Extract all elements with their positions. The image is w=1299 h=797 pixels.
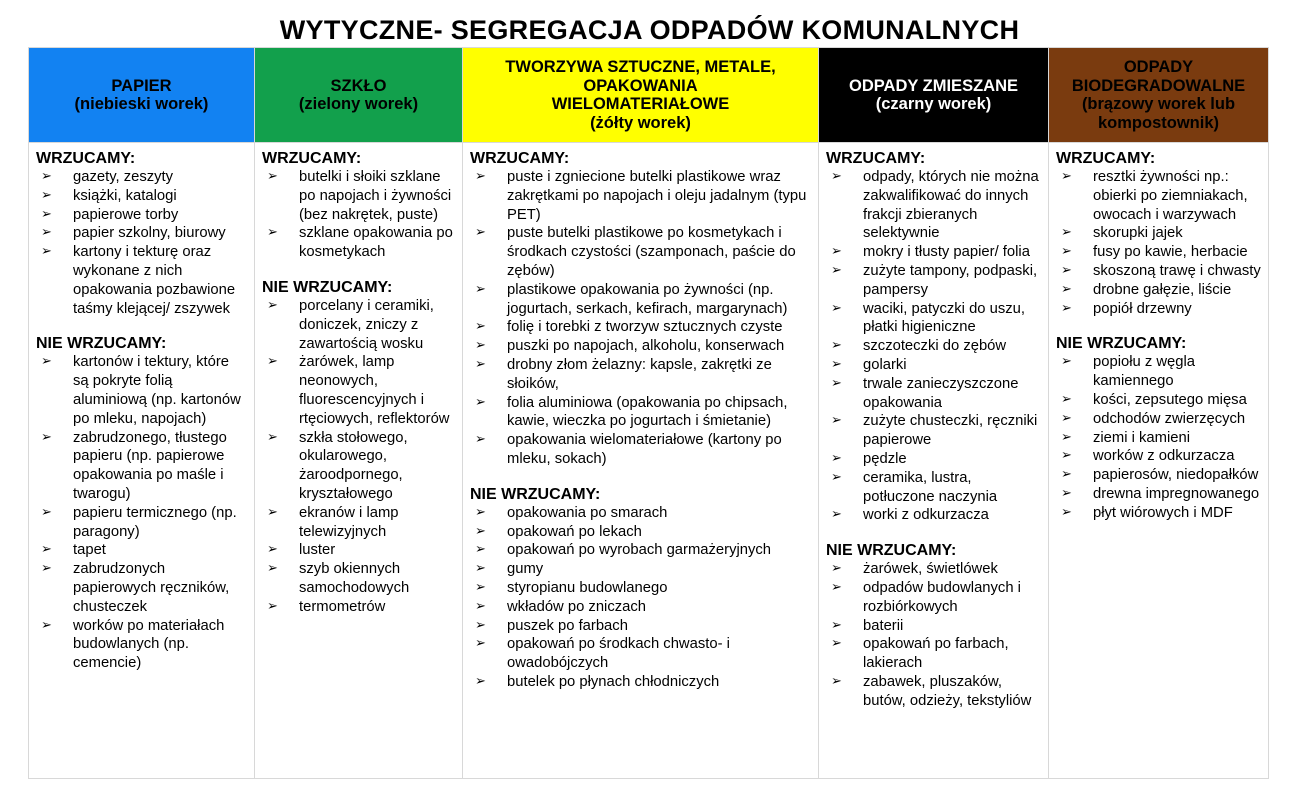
list-item: ➢ odpady, których nie można zakwalifikować do innych frakcji zbieranych selektywnie (826, 168, 1042, 243)
list-item: ➢ papieru termicznego (np. paragony) (36, 504, 248, 542)
column-header-line: WIELOMATERIAŁOWE (551, 95, 730, 113)
column-body-plastics-metals (463, 143, 819, 779)
list-item: ➢ ziemi i kamieni (1056, 429, 1262, 448)
column-header-line: (niebieski worek) (74, 95, 209, 113)
column-header-line: (brązowy worek lub (1081, 95, 1236, 113)
list-item: ➢ porcelany i ceramiki, doniczek, zniczy z zawartością wosku (262, 297, 456, 353)
list-item: ➢ golarki (826, 356, 1042, 375)
list-item: ➢ kartonów i tektury, które są pokryte folią aluminiową (np. kartonów po mleku, napojach) (36, 353, 248, 428)
list-item: ➢ szkła stołowego, okularowego, żaroodpornego, kryształowego (262, 429, 456, 504)
list-item: ➢ resztki żywności np.: obierki po ziemniakach, owocach i warzywach (1056, 168, 1262, 224)
list-item: ➢ opakowań po wyrobach garmażeryjnych (470, 541, 812, 560)
rejected-heading: NIE WRZUCAMY: (262, 278, 393, 296)
rejected-list (1056, 353, 1262, 522)
list-item: ➢ zużyte chusteczki, ręczniki papierowe (826, 412, 1042, 450)
list-item: ➢ opakowania wielomateriałowe (kartony po mleku, sokach) (470, 431, 812, 469)
list-item: ➢ trwale zanieczyszczone opakowania (826, 375, 1042, 413)
accepted-list (826, 168, 1042, 525)
column-header-plastics-metals (463, 48, 819, 143)
list-item: ➢ butelek po płynach chłodniczych (470, 673, 812, 692)
list-item: ➢ gumy (470, 560, 812, 579)
list-item: ➢ zużyte tampony, podpaski, pampersy (826, 262, 1042, 300)
list-item: ➢ zabrudzonych papierowych ręczników, chusteczek (36, 560, 248, 616)
list-item: ➢ szczoteczki do zębów (826, 337, 1042, 356)
list-item: ➢ odpadów budowlanych i rozbiórkowych (826, 579, 1042, 617)
accepted-heading: WRZUCAMY: (826, 150, 926, 167)
list-item: ➢ drewna impregnowanego (1056, 485, 1262, 504)
column-header-line: (zielony worek) (298, 95, 419, 113)
rejected-heading: NIE WRZUCAMY: (470, 485, 601, 503)
list-item: ➢ opakowań po środkach chwasto- i owadobójczych (470, 635, 812, 673)
list-item: ➢ plastikowe opakowania po żywności (np. jogurtach, serkach, kefirach, margarynach) (470, 281, 812, 319)
accepted-heading: WRZUCAMY: (262, 150, 362, 167)
column-body-mixed (819, 143, 1049, 779)
list-item: ➢ opakowania po smarach (470, 504, 812, 523)
list-item: ➢ ekranów i lamp telewizyjnych (262, 504, 456, 542)
list-item: ➢ szklane opakowania po kosmetykach (262, 224, 456, 262)
accepted-heading: WRZUCAMY: (1056, 150, 1156, 167)
list-item: ➢ fusy po kawie, herbacie (1056, 243, 1262, 262)
column-header-line: TWORZYWA SZTUCZNE, METALE, (505, 58, 776, 76)
list-item: ➢ folia aluminiowa (opakowania po chipsach, kawie, wieczka po jogurtach i śmietanie) (470, 394, 812, 432)
list-item: ➢ gazety, zeszyty (36, 168, 248, 187)
page-title: WYTYCZNE- SEGREGACJA ODPADÓW KOMUNALNYCH (279, 15, 1020, 45)
column-body-biodegradable (1049, 143, 1269, 779)
column-body-paper (29, 143, 255, 779)
list-item: ➢ mokry i tłusty papier/ folia (826, 243, 1042, 262)
list-item: ➢ puste butelki plastikowe po kosmetykach i środkach czystości (szamponach, paście do zębów) (470, 224, 812, 280)
list-item: ➢ zabrudzonego, tłustego papieru (np. papierowe opakowania po maśle i twarogu) (36, 429, 248, 504)
column-header-line: SZKŁO (330, 76, 387, 95)
list-item: ➢ papierowe torby (36, 206, 248, 225)
column-header-mixed (819, 48, 1049, 143)
list-item: ➢ drobny złom żelazny: kapsle, zakrętki ze słoików, (470, 356, 812, 394)
list-item: ➢ skoszoną trawę i chwasty (1056, 262, 1262, 281)
list-item: ➢ styropianu budowlanego (470, 579, 812, 598)
list-item: ➢ zabawek, pluszaków, butów, odzieży, tekstyliów (826, 673, 1042, 711)
list-item: ➢ kartony i tekturę oraz wykonane z nich opakowania pozbawione taśmy klejącej/ zszywek (36, 243, 248, 318)
list-item: ➢ folię i torebki z tworzyw sztucznych czyste (470, 318, 812, 337)
list-item: ➢ szyb okiennych samochodowych (262, 560, 456, 598)
rejected-list (262, 297, 456, 617)
list-item: ➢ pędzle (826, 450, 1042, 469)
rejected-heading: NIE WRZUCAMY: (36, 335, 167, 353)
waste-segregation-table (28, 47, 1269, 779)
list-item: ➢ waciki, patyczki do uszu, płatki higieniczne (826, 300, 1042, 338)
list-item: ➢ wkładów po zniczach (470, 598, 812, 617)
column-header-glass (255, 48, 463, 143)
list-item: ➢ papierosów, niedopałków (1056, 466, 1262, 485)
list-item: ➢ worków po materiałach budowlanych (np. cemencie) (36, 617, 248, 673)
column-header-line: (żółty worek) (590, 113, 691, 132)
column-header-line: OPAKOWANIA (583, 76, 698, 95)
accepted-list (262, 168, 456, 262)
list-item: ➢ książki, katalogi (36, 187, 248, 206)
column-body-glass (255, 143, 463, 779)
list-item: ➢ płyt wiórowych i MDF (1056, 504, 1262, 523)
list-item: ➢ opakowań po lekach (470, 523, 812, 542)
column-header-line: ODPADY ZMIESZANE (849, 76, 1018, 95)
list-item: ➢ worków z odkurzacza (1056, 447, 1262, 466)
accepted-list (36, 168, 248, 318)
list-item: ➢ worki z odkurzacza (826, 506, 1042, 525)
list-item: ➢ baterii (826, 617, 1042, 636)
list-item: ➢ puste i zgniecione butelki plastikowe wraz zakrętkami po napojach i oleju jadalnym (typu PET) (470, 168, 812, 224)
list-item: ➢ żarówek, świetlówek (826, 560, 1042, 579)
rejected-list (470, 504, 812, 692)
column-header-line: ODPADY (1123, 58, 1194, 76)
list-item: ➢ termometrów (262, 598, 456, 617)
column-header-biodegradable (1049, 48, 1269, 143)
column-header-line: (czarny worek) (875, 95, 992, 113)
list-item: ➢ odchodów zwierzęcych (1056, 410, 1262, 429)
accepted-list (1056, 168, 1262, 318)
list-item: ➢ opakowań po farbach, lakierach (826, 635, 1042, 673)
list-item: ➢ żarówek, lamp neonowych, fluorescencyjnych i rtęciowych, reflektorów (262, 353, 456, 428)
column-header-line: kompostownik) (1097, 113, 1219, 132)
list-item: ➢ popiół drzewny (1056, 300, 1262, 319)
list-item: ➢ puszek po farbach (470, 617, 812, 636)
accepted-heading: WRZUCAMY: (36, 150, 136, 167)
list-item: ➢ puszki po napojach, alkoholu, konserwach (470, 337, 812, 356)
list-item: ➢ kości, zepsutego mięsa (1056, 391, 1262, 410)
column-header-line: PAPIER (111, 76, 172, 95)
list-item: ➢ skorupki jajek (1056, 224, 1262, 243)
column-header-line: BIODEGRADOWALNE (1071, 76, 1246, 95)
rejected-heading: NIE WRZUCAMY: (1056, 335, 1187, 353)
list-item: ➢ drobne gałęzie, liście (1056, 281, 1262, 300)
list-item: ➢ ceramika, lustra, potłuczone naczynia (826, 469, 1042, 507)
list-item: ➢ tapet (36, 541, 248, 560)
rejected-list (36, 353, 248, 673)
rejected-list (826, 560, 1042, 710)
accepted-heading: WRZUCAMY: (470, 150, 570, 167)
rejected-heading: NIE WRZUCAMY: (826, 542, 957, 560)
list-item: ➢ butelki i słoiki szklane po napojach i żywności (bez nakrętek, puste) (262, 168, 456, 224)
accepted-list (470, 168, 812, 469)
list-item: ➢ papier szkolny, biurowy (36, 224, 248, 243)
list-item: ➢ popiołu z węgla kamiennego (1056, 353, 1262, 391)
list-item: ➢ luster (262, 541, 456, 560)
column-header-paper (29, 48, 255, 143)
